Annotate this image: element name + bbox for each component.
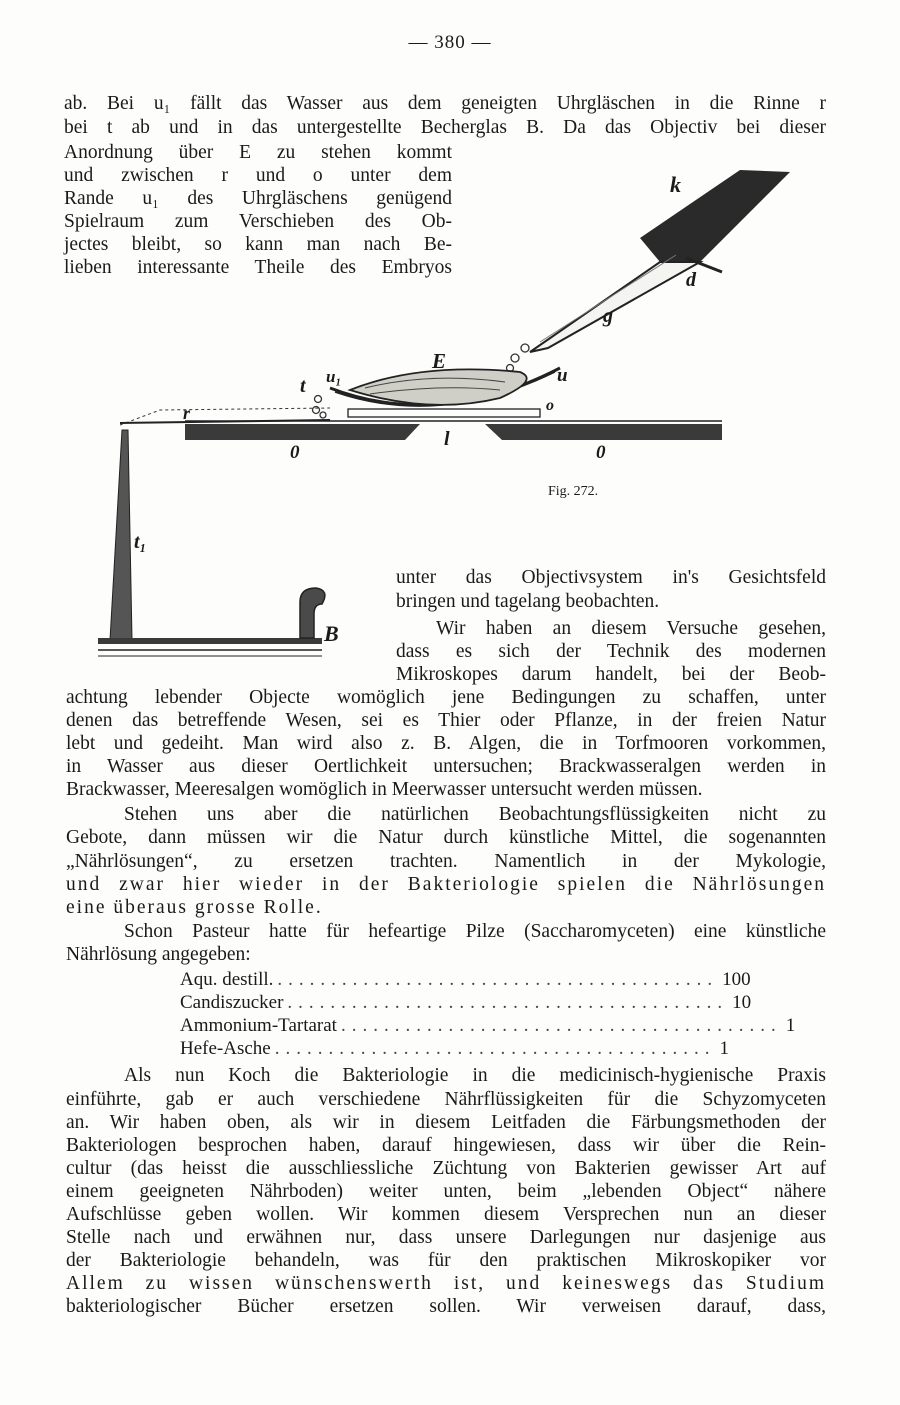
text-line: lieben interessante Theile des Embryos (64, 257, 452, 278)
leader-dots: ......................................... (340, 1015, 782, 1036)
leader-dots: ......................................... (277, 969, 719, 990)
label-l: l (444, 428, 450, 450)
text-line: Mikroskopes darum handelt, bei der Beob- (396, 664, 826, 685)
label-O-left: 0 (290, 442, 300, 463)
recipe-row (180, 1014, 796, 1037)
leader-dots: ......................................... (287, 992, 729, 1013)
text-line: einem geeigneten Nährboden) weiter unten, beim „lebenden Object“ nähere (66, 1181, 826, 1202)
label-u1: u₁ (326, 367, 342, 386)
recipe-amount: 1 (719, 1038, 729, 1059)
text-line: Brackwasser, Meeresalgen womöglich in Meerwasser untersucht werden müssen. (66, 779, 703, 800)
recipe-ingredient: Candiszucker (180, 992, 284, 1013)
text-line: Schon Pasteur hatte für hefeartige Pilze (Saccharomyceten) eine künstliche (124, 921, 826, 942)
text-line: Allem zu wissen wünschenswerth ist, und keineswegs das Studium (66, 1273, 826, 1294)
text-line: Anordnung über E zu stehen kommt (64, 142, 452, 163)
label-O-right: 0 (596, 442, 606, 463)
label-t: t (300, 375, 306, 397)
label-u: u (557, 365, 568, 386)
text-line: bei t ab und in das untergestellte Becherglas B. Da das Objectiv bei dieser (64, 117, 826, 138)
text-line: achtung lebender Objecte womöglich jene Bedingungen zu schaffen, unter (66, 687, 826, 708)
text-line: denen das betreffende Wesen, sei es Thier oder Pflanze, in der freien Natur (66, 710, 826, 731)
text-line: eine überaus grosse Rolle. (66, 897, 323, 918)
recipe-row (180, 968, 751, 991)
text-line: „Nährlösungen“, zu ersetzen trachten. Namentlich in der Mykologie, (66, 851, 826, 872)
text-line: Nährlösung angegeben: (66, 944, 251, 965)
recipe-table (180, 968, 796, 1060)
text-line: dass es sich der Technik des modernen (396, 641, 826, 662)
text-line: Bakteriologen besprochen haben, darauf hingewiesen, dass wir über die Rein- (66, 1135, 826, 1156)
text-line: einführte, gab er auch verschiedene Nährflüssigkeiten für die Schyzomyceten (66, 1089, 826, 1110)
recipe-ingredient: Hefe-Asche (180, 1038, 271, 1059)
recipe-ingredient: Aqu. destill. (180, 969, 274, 990)
stage-plate (185, 421, 722, 440)
text-line: Spielraum zum Verschieben des Ob- (64, 211, 452, 232)
recipe-amount: 1 (785, 1015, 796, 1036)
text-line: der Bakteriologie behandeln, was für den praktischen Mikroskopiker vor (66, 1250, 826, 1271)
label-g: g (603, 305, 613, 327)
text-line: bakteriologischer Bücher ersetzen sollen. Wir verweisen darauf, dass, (66, 1296, 826, 1317)
label-B: B (324, 621, 339, 646)
recipe-row (180, 991, 752, 1014)
text-line: Gebote, dann müssen wir die Natur durch künstliche Mittel, die sogenannten (66, 827, 826, 848)
text-line: Stehen uns aber die natürlichen Beobachtungsflüssigkeiten nicht zu (124, 804, 826, 825)
pipette-drawing (530, 170, 790, 352)
recipe-amount: 100 (722, 969, 751, 990)
text-line: ab. Bei u₁ fällt das Wasser aus dem geneigten Uhrgläschen in die Rinne r (64, 93, 826, 114)
label-o: o (546, 397, 554, 414)
text-line: und zwischen r und o unter dem (64, 165, 452, 186)
recipe-ingredient: Ammonium-Tartarat (180, 1015, 337, 1036)
text-line: Wir haben an diesem Versuche gesehen, (436, 618, 826, 639)
text-line: in Wasser aus dieser Oertlichkeit untersuchen; Brackwasseralgen werden in (66, 756, 826, 777)
recipe-row (180, 1037, 729, 1060)
label-r: r (183, 403, 191, 423)
watch-glass-drawing (330, 368, 560, 406)
label-t1: t₁ (134, 531, 147, 553)
text-line: an. Wir haben oben, als wir in diesem Leitfaden die Färbungsmethoden der (66, 1112, 826, 1133)
text-line: lebt und gedeiht. Man wird also z. B. Algen, die in Torfmooren vorkommen, (66, 733, 826, 754)
text-line: bringen und tagelang beobachten. (396, 591, 660, 612)
text-line: unter das Objectivsystem in's Gesichtsfeld (396, 567, 826, 588)
text-line: und zwar hier wieder in der Bakteriologie spielen die Nährlösungen (66, 874, 826, 895)
text-line: jectes bleibt, so kann man nach Be- (64, 234, 452, 255)
figure-caption: Fig. 272. (548, 484, 599, 499)
label-k: k (670, 172, 681, 197)
label-d: d (686, 269, 696, 291)
text-line: Rande u₁ des Uhrgläschens genügend (64, 188, 452, 209)
text-line: cultur (das heisst die ausschliessliche Züchtung von Bakterien gewisser Art auf (66, 1158, 826, 1179)
page-number: — 380 — (408, 32, 492, 53)
text-line: Als nun Koch die Bakteriologie in die medicinisch-hygienische Praxis (124, 1065, 826, 1086)
stand-drawing (98, 430, 325, 656)
text-line: Aufschlüsse geben wollen. Wir kommen diesem Versprechen nun an dieser (66, 1204, 826, 1225)
label-E: E (432, 349, 447, 373)
leader-dots: ......................................... (274, 1038, 716, 1059)
text-line: Stelle nach und erwähnen nur, dass unsere Darlegungen nur dasjenige aus (66, 1227, 826, 1248)
recipe-amount: 10 (732, 992, 752, 1013)
